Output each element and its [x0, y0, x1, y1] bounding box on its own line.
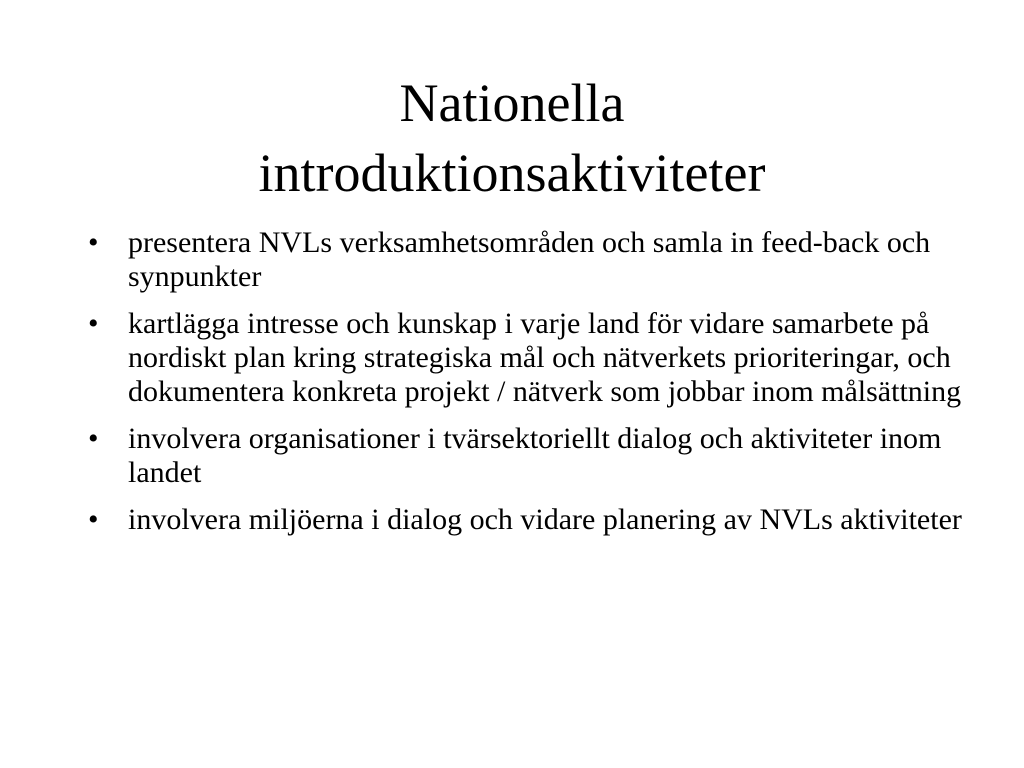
- bullet-list: [84, 226, 964, 550]
- bullet-item: [84, 226, 964, 294]
- slide-title-line-1: Nationella: [399, 73, 625, 133]
- bullet-text: kartlägga intresse och kunskap i varje land för vidare samarbete på nordiskt plan kring strategiska mål och nätverkets prioriteringar, och dokumentera konkreta projekt / nätverk som jobbar inom målsättning: [128, 307, 962, 408]
- slide-title-line-2: introduktionsaktiviteter: [258, 143, 766, 203]
- bullet-dot-icon: •: [88, 226, 99, 259]
- bullet-text: presentera NVLs verksamhetsområden och samla in feed-back och synpunkter: [128, 226, 931, 293]
- bullet-item: [84, 422, 964, 490]
- bullet-item: [84, 307, 964, 409]
- bullet-dot-icon: •: [88, 422, 99, 455]
- bullet-dot-icon: •: [88, 503, 99, 536]
- bullet-dot-icon: •: [88, 307, 99, 340]
- slide-title: [0, 68, 1024, 208]
- bullet-text: involvera organisationer i tvärsektoriellt dialog och aktiviteter inom landet: [128, 422, 942, 489]
- bullet-item: [84, 503, 964, 537]
- bullet-text: involvera miljöerna i dialog och vidare planering av NVLs aktiviteter: [128, 503, 962, 536]
